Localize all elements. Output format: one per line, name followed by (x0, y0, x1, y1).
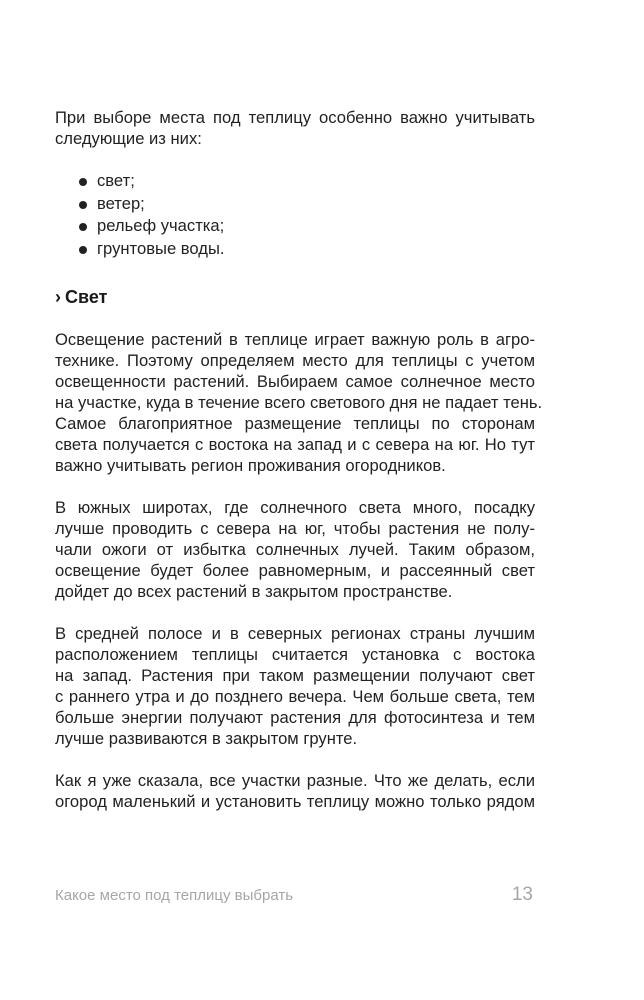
text-line: на запад. Растения при таком размещении получают свет (55, 666, 535, 686)
text-line: расположением теплицы считается установка с востока (55, 645, 535, 665)
section-heading (55, 285, 535, 309)
list-item-text: рельеф участка; (97, 216, 225, 236)
factor-list (55, 170, 535, 260)
running-title: Какое место под теплицу выбрать (55, 887, 294, 904)
paragraph-2 (55, 497, 535, 602)
bullet-icon (79, 223, 87, 231)
text-line: больше энергии получают растения для фотосинтеза и тем (55, 708, 535, 728)
text-line: огород маленький и установить теплицу можно только рядом (55, 792, 535, 812)
list-item-text: грунтовые воды. (97, 238, 225, 258)
text-line: лучше проводить с севера на юг, чтобы растения не полу- (55, 519, 535, 539)
list-item (55, 238, 535, 261)
text-line: В южных широтах, где солнечного света много, посадку (55, 498, 535, 518)
text-line: важно учитывать регион проживания огородников. (55, 456, 446, 476)
page-number: 13 (511, 884, 533, 905)
paragraph-1 (55, 329, 543, 476)
list-item (55, 193, 535, 216)
page-footer (55, 884, 533, 906)
text-line: света получается с востока на запад и с севера на юг. Но тут (55, 435, 535, 455)
section-title: Свет (65, 287, 108, 308)
bullet-icon (79, 246, 87, 254)
text-line: Самое благоприятное размещение теплицы по сторонам (55, 414, 535, 434)
text-line: Как я уже сказала, все участки разные. Что же делать, если (55, 771, 535, 791)
list-item-text: свет; (97, 171, 135, 190)
list-item-text: ветер; (97, 193, 145, 213)
text-line: дойдет до всех растений в закрытом пространстве. (55, 582, 453, 602)
text-line: освещение будет более равномерным, и рассеянный свет (55, 561, 535, 581)
list-item (55, 215, 535, 238)
paragraph-4 (55, 770, 535, 812)
text-line: лучше развиваются в закрытом грунте. (55, 729, 358, 749)
intro-paragraph (55, 107, 535, 149)
page-body (55, 107, 543, 812)
text-line: технике. Поэтому определяем место для теплицы с учетом (55, 351, 535, 371)
text-line: В средней полосе и в северных регионах страны лучшим (55, 624, 535, 644)
chevron-right-icon: › (55, 287, 61, 308)
text-line: с раннего утра и до позднего вечера. Чем больше света, тем (55, 687, 535, 707)
list-item (55, 170, 535, 193)
text-line: Освещение растений в теплице играет важную роль в агро- (55, 330, 535, 350)
text-line: При выборе места под теплицу особенно важно учитывать (55, 108, 535, 127)
text-line: чали ожоги от избытка солнечных лучей. Таким образом, (55, 540, 535, 560)
bullet-icon (79, 178, 87, 186)
paragraph-3 (55, 623, 535, 749)
bullet-icon (79, 201, 87, 209)
text-line: следующие из них: (55, 129, 202, 148)
text-line: на участке, куда в течение всего светового дня не падает тень. (55, 393, 543, 413)
text-line: освещенности растений. Выбираем самое солнечное место (55, 372, 535, 392)
